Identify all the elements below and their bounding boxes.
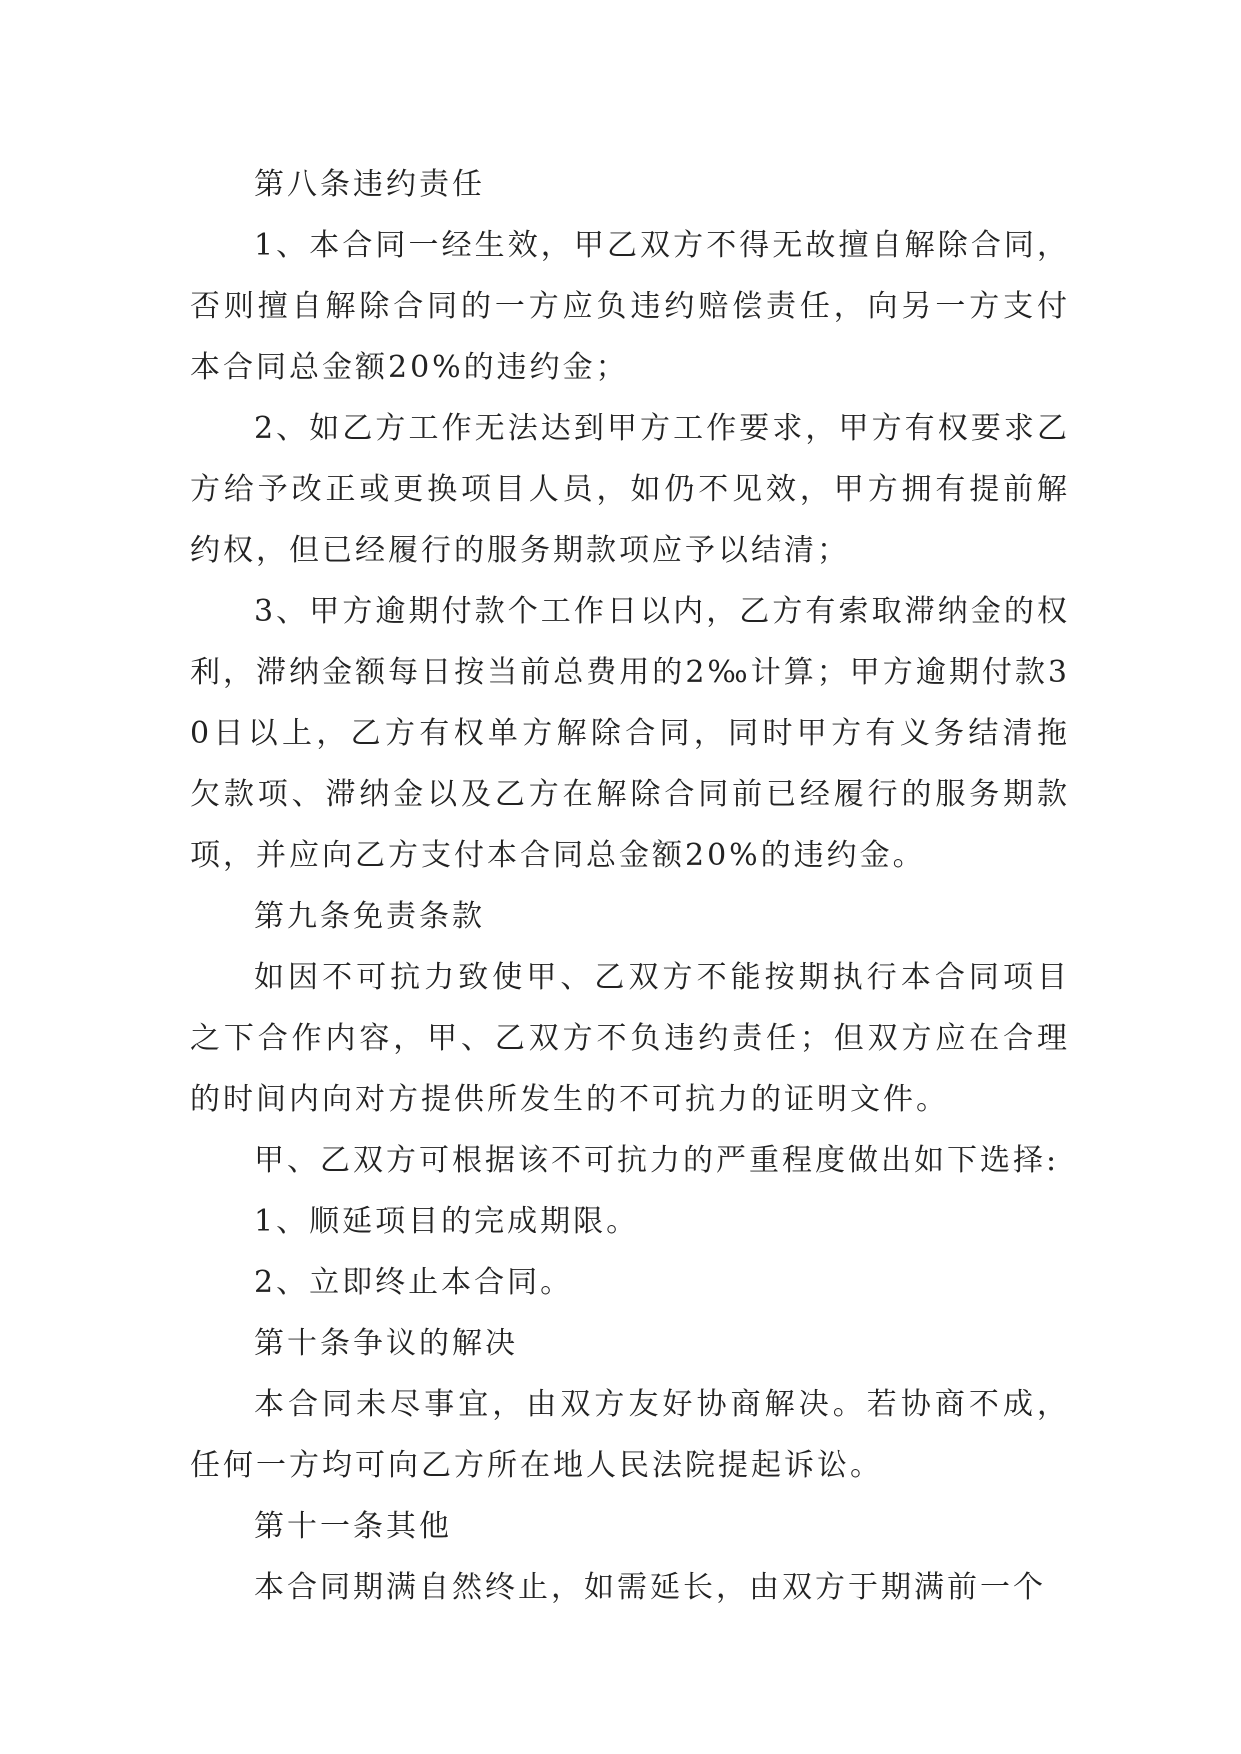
article-9-heading: 第九条免责条款 (254, 899, 485, 934)
article-10-paragraph: 本合同未尽事宜，由双方友好协商解决。若协商不成，任何一方均可向乙方所在地人民法院提起诉讼。 (190, 1387, 1070, 1483)
article-9-paragraph-2: 甲、乙双方可根据该不可抗力的严重程度做出如下选择: (254, 1143, 1060, 1178)
article-9-paragraph-1: 如因不可抗力致使甲、乙双方不能按期执行本合同项目之下合作内容，甲、乙双方不负违约责任；但双方应在合理的时间内向对方提供所发生的不可抗力的证明文件。 (190, 960, 1070, 1117)
article-11-paragraph: 本合同期满自然终止，如需延长，由双方于期满前一个 (254, 1570, 1046, 1605)
article-8-heading: 第八条违约责任 (254, 167, 485, 202)
article-11-heading: 第十一条其他 (254, 1509, 452, 1544)
article-9-option-1: 1、顺延项目的完成期限。 (254, 1204, 640, 1239)
contract-body (190, 154, 1070, 1618)
article-8-clause-2: 2、如乙方工作无法达到甲方工作要求，甲方有权要求乙方给予改正或更换项目人员，如仍不见效，甲方拥有提前解约权，但已经履行的服务期款项应予以结清； (190, 411, 1070, 568)
article-9-option-2: 2、立即终止本合同。 (254, 1265, 574, 1300)
article-8-clause-3: 3、甲方逾期付款个工作日以内，乙方有索取滞纳金的权利，滞纳金额每日按当前总费用的2‰计算；甲方逾期付款30日以上，乙方有权单方解除合同，同时甲方有义务结清拖欠款项、滞纳金以及乙方在解除合同前已经履行的服务期款项，并应向乙方支付本合同总金额20%的违约金。 (190, 594, 1070, 873)
article-8-clause-1: 1、本合同一经生效，甲乙双方不得无故擅自解除合同，否则擅自解除合同的一方应负违约赔偿责任，向另一方支付本合同总金额20%的违约金； (190, 228, 1070, 385)
article-10-heading: 第十条争议的解决 (254, 1326, 518, 1361)
